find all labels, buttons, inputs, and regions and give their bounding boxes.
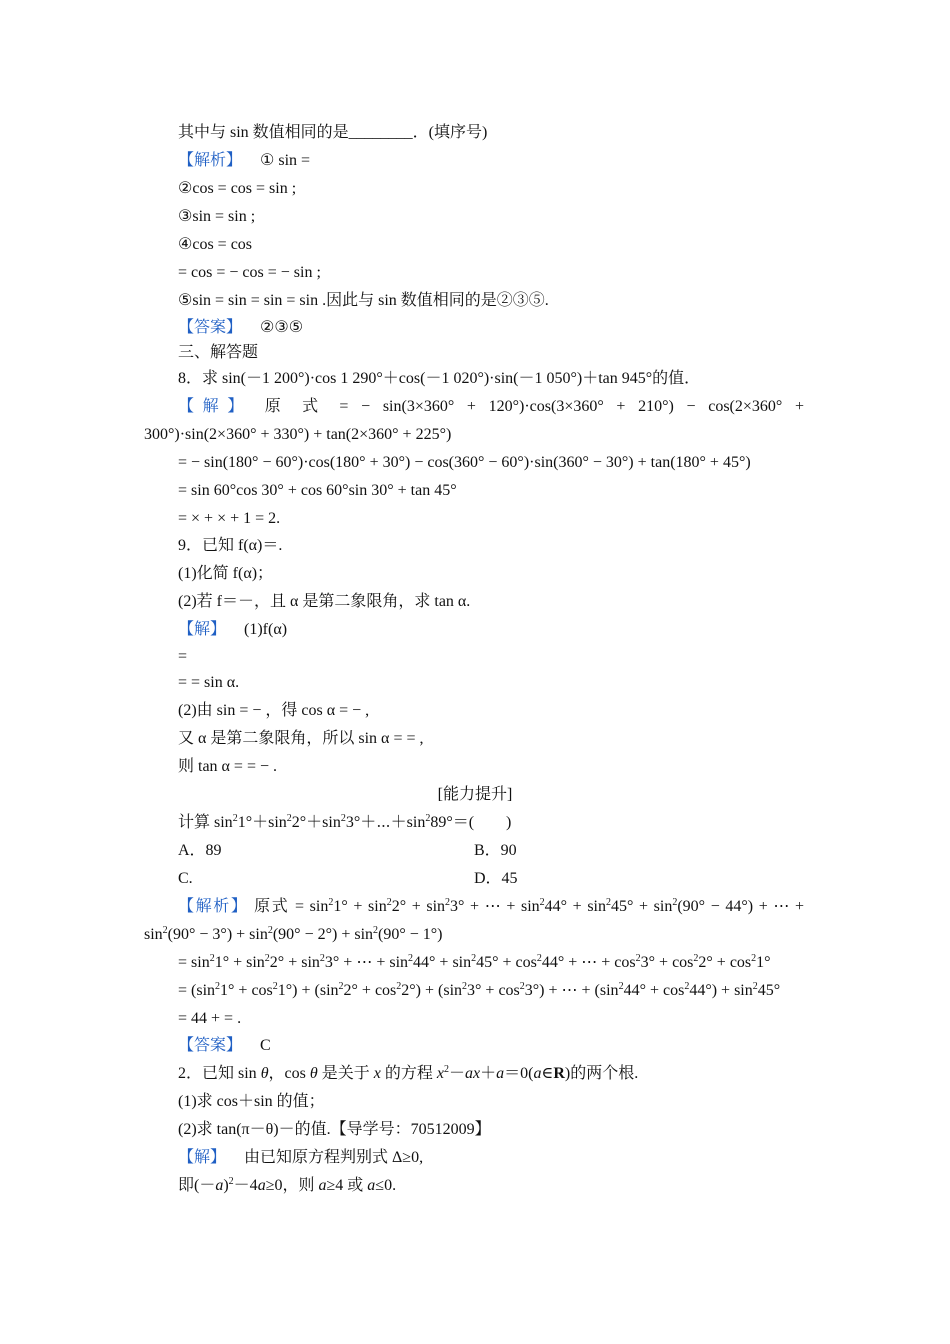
- answer-text: ②③⑤: [260, 319, 304, 336]
- question-2-part1: (1)求 cos＋sin 的值；: [178, 1093, 325, 1110]
- step-line: = cos = − cos = − sin ;: [178, 264, 321, 281]
- options-row: [178, 840, 222, 862]
- question-8: 8．求 sin(－1 200°)·cos 1 290°＋cos(－1 020°)·sin(－1 050°)＋tan 945°的值．: [178, 370, 701, 387]
- answer-tag: 【答案】: [178, 1037, 243, 1054]
- analysis-text: ① sin =: [260, 152, 311, 169]
- option-d: D．45: [474, 870, 518, 887]
- solution-tag: 【解】: [178, 621, 227, 638]
- solution-line: = = sin α.: [178, 674, 240, 691]
- solution-line: 300°)·sin(2×360° + 330°) + tan(2×360° + 225°): [144, 426, 452, 443]
- option-b: B．90: [474, 842, 517, 859]
- answer-line: [178, 1035, 271, 1057]
- solution-text: 由已知原方程判别式 Δ≥0,: [244, 1149, 424, 1166]
- question-1: 计算 $\sin^21^\circ+\sin^22^\circ+\sin^23^\circ+\cdots+\sin^289^\circ=$( ): [178, 813, 512, 831]
- solution-line: [178, 396, 804, 418]
- solution-line: 则 tan α = = − .: [178, 758, 278, 775]
- answer-text: C: [260, 1037, 271, 1054]
- solution-text: (1)f(α): [244, 621, 288, 638]
- question-2: 2．已知 sin θ，cos θ 是关于 x 的方程 $x^2-ax+a=0(a\in R)$的两个根.: [178, 1064, 639, 1082]
- section-heading: 三、解答题: [178, 344, 259, 361]
- step-line: ②cos = cos = sin ;: [178, 180, 297, 197]
- solution-line: 即$(-a)^2-4a\ge 0$，则 a≥4 或 a≤0.: [178, 1176, 397, 1194]
- solution-line: [178, 1147, 423, 1169]
- solution-line: = − sin(180° − 60°)·cos(180° + 30°) − cos(360° − 60°)·sin(360° − 30°) + tan(180° + 45°): [178, 454, 751, 471]
- solution-tag: 【解】: [178, 1149, 227, 1166]
- question-9: 9．已知 f(α)＝.: [178, 537, 283, 554]
- option-a: A．89: [178, 842, 222, 859]
- step-line: ④cos = cos: [178, 236, 253, 253]
- solution-tag: 【解】: [178, 398, 253, 415]
- step-line: ⑤sin = sin = sin = sin .因此与 sin 数值相同的是②③⑤.: [178, 292, 549, 309]
- analysis-line: [178, 150, 310, 172]
- analysis-line: = $\sin^21^\circ + \sin^22^\circ + \sin^23^\circ$ + ⋯ + $\sin^244^\circ + \sin^245^\circ + \cos^244^\circ$ + ⋯ + $\cos^23^\circ + \cos^22^\circ + \cos^21^\circ$: [178, 953, 771, 971]
- step-line: ③sin = sin ;: [178, 208, 256, 225]
- analysis-tag: 【解析】: [178, 898, 249, 915]
- question-9-part2: (2)若 f＝－，且 α 是第二象限角，求 tan α.: [178, 593, 471, 610]
- option-c: C.: [178, 870, 193, 887]
- solution-line: =: [178, 648, 188, 665]
- analysis-line: = $(\sin^21^\circ + \cos^21^\circ) + (\sin^22^\circ + \cos^22^\circ) + (\sin^23^\circ + \cos^23^\circ)$ + ⋯ + $(\sin^244^\circ + \cos^244^\circ) + \sin^245^\circ$: [178, 981, 781, 999]
- answer-line: [178, 317, 303, 339]
- answer-tag: 【答案】: [178, 319, 243, 336]
- solution-line: 又 α 是第二象限角，所以 sin α = = ,: [178, 730, 424, 747]
- question-2-part2: (2)求 tan(π－θ)－的值.【导学号：70512009】: [178, 1121, 491, 1138]
- analysis-tag: 【解析】: [178, 152, 243, 169]
- solution-line: [178, 619, 287, 641]
- solution-text: 原 式 = − sin(3×360° + 120°)·cos(3×360° + 210°) − cos(2×360° +: [264, 398, 804, 415]
- analysis-line: 【解析】 原式 = $\sin^21^\circ + \sin^22^\circ + \sin^23^\circ$ + ⋯ + $\sin^244^\circ + \sin^245^\circ + \sin^2(90^\circ - 44^\circ)$ + ⋯ +: [178, 897, 804, 915]
- analysis-line: $\sin^2(90^\circ - 3^\circ) + \sin^2(90^\circ - 2^\circ) + \sin^2(90^\circ - 1^\circ)$: [144, 925, 443, 943]
- solution-line: = sin 60°cos 30° + cos 60°sin 30° + tan 45°: [178, 482, 457, 499]
- solution-line: (2)由 sin = − ，得 cos α = − ,: [178, 702, 370, 719]
- solution-line: = × + × + 1 = 2.: [178, 510, 281, 527]
- question-continuation: 其中与 sin 数值相同的是________．(填序号): [178, 124, 488, 141]
- section-heading-ability: [能力提升]: [437, 786, 513, 803]
- analysis-line: = 44 + = .: [178, 1010, 242, 1027]
- question-9-part1: (1)化简 f(α)；: [178, 565, 274, 582]
